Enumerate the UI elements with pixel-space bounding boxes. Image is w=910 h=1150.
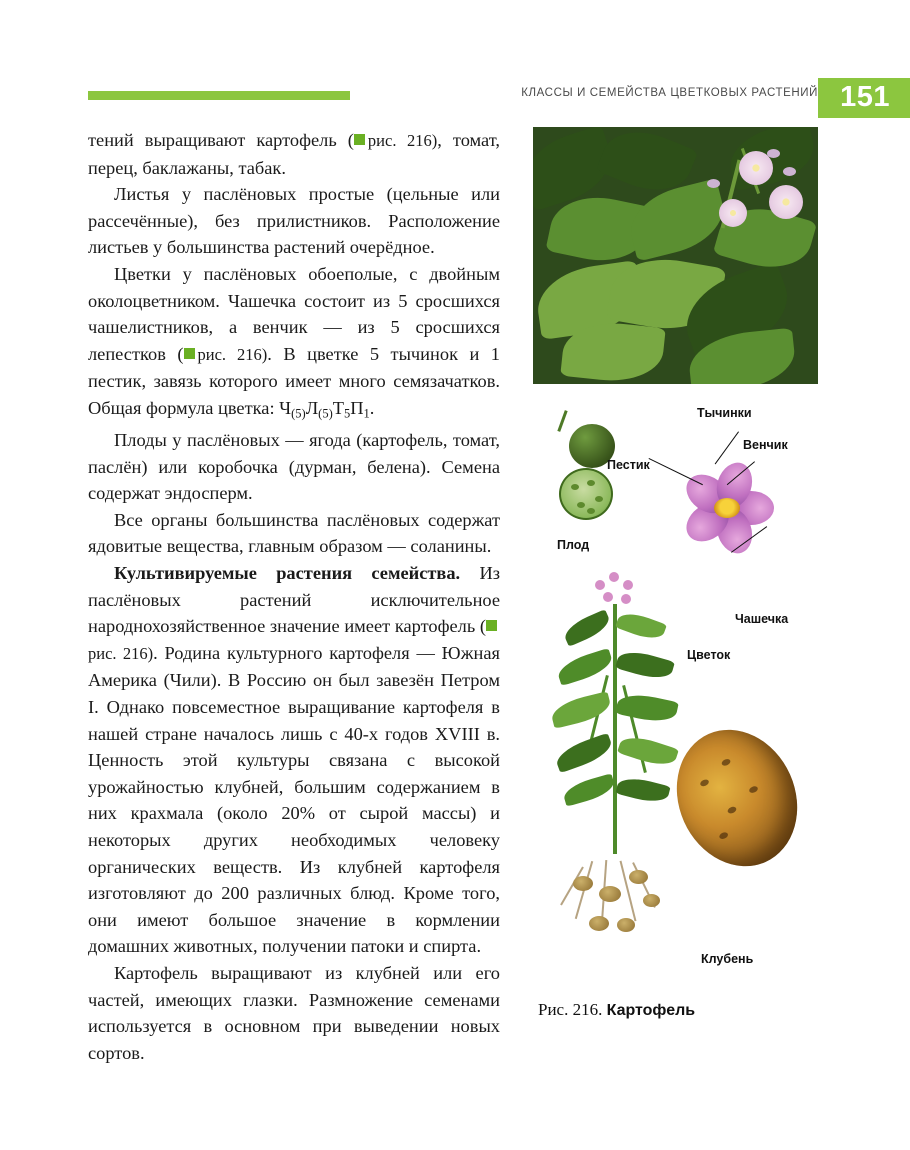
fruit-pedicel <box>557 410 567 432</box>
paragraph-1 <box>88 127 500 181</box>
plant-tuber <box>617 918 635 932</box>
text-column <box>88 127 500 1066</box>
plant-tuber <box>589 916 609 931</box>
figure-reference-1: рис. 216) <box>367 131 438 150</box>
figure-caption <box>538 1000 695 1020</box>
paragraph-3-part-b: . В цветке 5 тычинок и 1 пестик, завязь которого имеет много семязачатков. Общая формула цветка: <box>88 343 501 418</box>
paragraph-6 <box>88 560 500 960</box>
whole-plant-drawing <box>543 564 693 964</box>
paragraph-3 <box>88 261 500 427</box>
page-header <box>0 78 910 112</box>
paragraph-3-part-a: Цветки у паслёновых обоеполые, с двойным околоцветником. Чашечка состоит из 5 сросшихся чашелистников, а венчик — из 5 сросшихся лепестков ( <box>88 263 500 364</box>
section-lead-in: Культивируемые растения семейства. <box>114 563 461 583</box>
potato-plant-photo <box>533 127 818 384</box>
header-accent-rule <box>88 91 350 100</box>
label-stamens: Тычинки <box>697 406 752 420</box>
figure-marker-icon <box>486 620 497 631</box>
paragraph-7: Картофель выращивают из клубней или его частей, имеющих глазки. Размножение семенами используется в основном при выведении новых сортов. <box>88 962 500 1063</box>
figure-marker-icon <box>184 348 195 359</box>
label-corolla: Венчик <box>743 438 788 452</box>
label-calyx: Чашечка <box>735 612 789 626</box>
paragraph-1-part-a: тений выращивают картофель ( <box>88 130 354 150</box>
plant-tuber <box>643 894 660 907</box>
plant-tuber <box>629 870 648 884</box>
label-tuber: Клубень <box>701 952 754 966</box>
flower-drawing <box>675 456 779 560</box>
figure-reference-2: рис. 216) <box>197 344 268 364</box>
plant-tuber <box>573 876 593 891</box>
paragraph-5: Все органы большинства паслёновых содержат ядовитые вещества, главным образом — соланины. <box>88 509 500 557</box>
paragraph-1-part-b: , томат, перец, баклажаны, табак. <box>88 130 500 178</box>
label-pistil: Пестик <box>607 458 650 472</box>
figure-reference-3: рис. 216) <box>88 643 154 663</box>
paragraph-6-part-b: . Родина культурного картофеля — Южная Америка (Чили). В Россию он был завезён Петром I. Однако повсеместное выращивание картофеля в нашей стране началось лишь с 40-х годов XVIII в. Ценность этой культуры связана с высокой урожайностью клубней, большим содержанием в них крахмала (около 20% от сырой массы) и некоторых других необходимых человеку органических веществ. Из клубней картофеля изготовляют до 200 различных блюд. Кроме того, они имеют большое значение в кормлении домашних животных, получении патоки и спирта. <box>88 642 500 957</box>
paragraph-2: Листья у паслёновых простые (цельные или рассечённые), без прилистников. Расположение листьев у большинства растений очерёдное. <box>88 184 500 258</box>
plant-tuber <box>599 886 621 902</box>
berry-cross-section <box>559 468 613 520</box>
label-flower: Цветок <box>687 648 731 662</box>
figure-caption-prefix: Рис. 216. <box>538 1000 603 1019</box>
flower-formula: $Ч_{(5)}Л_{(5)}Т_5П_1$. <box>279 397 375 421</box>
figure-marker-icon <box>354 134 365 145</box>
flower-center <box>714 498 740 518</box>
page-number: 151 <box>840 81 890 113</box>
label-fruit: Плод <box>557 538 590 552</box>
paragraph-4: Плоды у паслёновых — ягода (картофель, томат, паслён) или коробочка (дурман, белена). Семена содержат эндосперм. <box>88 430 500 504</box>
potato-structure-diagram <box>533 396 818 988</box>
figure-caption-title: Картофель <box>606 1002 696 1019</box>
paragraph-6-part-a: Из паслёновых растений исключительное народнохозяйственное значение имеет картофель ( <box>88 563 500 637</box>
running-title: КЛАССЫ И СЕМЕЙСТВА ЦВЕТКОВЫХ РАСТЕНИЙ <box>521 87 818 99</box>
